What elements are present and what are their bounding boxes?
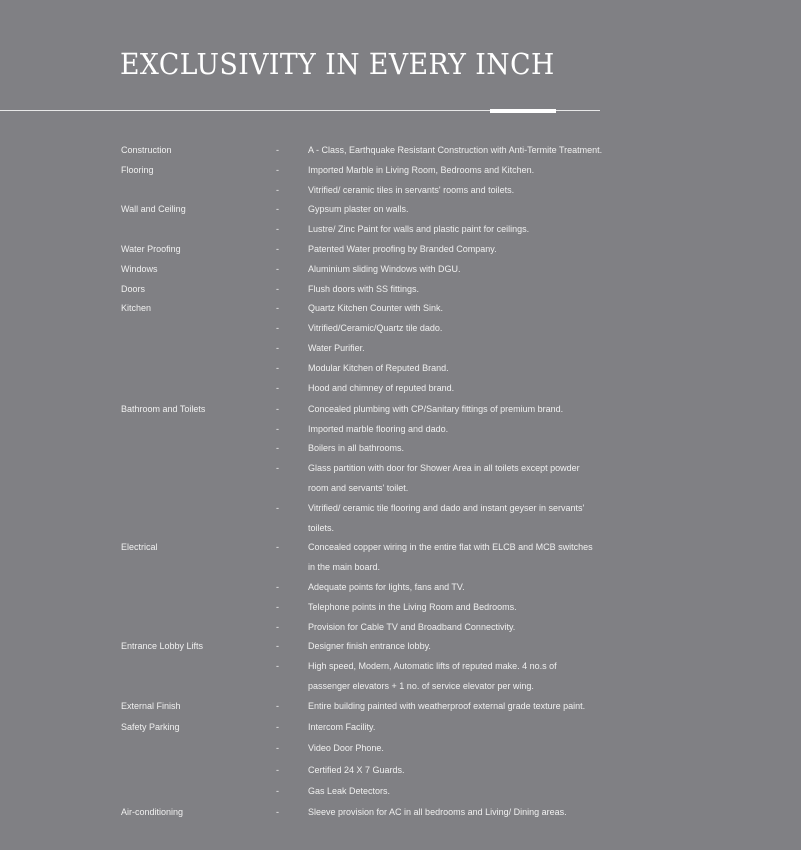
spec-description-line: Imported Marble in Living Room, Bedrooms and Kitchen. (308, 164, 535, 175)
spec-description (308, 578, 638, 598)
spec-category-label (121, 739, 276, 759)
spec-row (121, 761, 681, 781)
spec-dash-separator: - (276, 423, 279, 434)
spec-row (121, 400, 681, 420)
spec-description-line: Glass partition with door for Shower Area in all toilets except powder (308, 463, 580, 474)
spec-description-line: Sleeve provision for AC in all bedrooms and Living/ Dining areas. (308, 807, 567, 818)
spec-row (121, 379, 681, 399)
spec-description-line: Entire building painted with weatherproof external grade texture paint. (308, 700, 586, 711)
spec-description (308, 400, 638, 420)
spec-dash-separator: - (276, 601, 279, 612)
spec-category-label (121, 761, 276, 781)
spec-dash-separator: - (276, 443, 279, 454)
spec-description (308, 618, 638, 638)
spec-description (308, 359, 638, 379)
spec-description (308, 637, 638, 657)
spec-dash-separator: - (276, 283, 279, 294)
spec-category-label: Water Proofing (121, 243, 181, 254)
spec-row (121, 718, 681, 738)
spec-dash-separator: - (276, 403, 279, 414)
spec-category-label (121, 499, 276, 539)
spec-dash-separator: - (276, 542, 279, 553)
page-title: EXCLUSIVITY IN EVERY INCH (120, 47, 555, 81)
spec-row (121, 803, 681, 823)
spec-dash-separator: - (276, 164, 279, 175)
spec-dash-separator: - (276, 743, 279, 754)
spec-category-label (121, 379, 276, 399)
spec-row (121, 782, 681, 802)
spec-category-label (121, 319, 276, 339)
spec-category-label: Construction (121, 145, 172, 155)
spec-dash-separator: - (276, 303, 279, 314)
spec-row (121, 339, 681, 359)
spec-category-label: External Finish (121, 700, 181, 711)
spec-category-label: Bathroom and Toilets (121, 403, 206, 414)
spec-row (121, 598, 681, 618)
spec-description-line: Video Door Phone. (308, 743, 384, 754)
spec-dash-separator: - (276, 700, 279, 711)
spec-description-line: Designer finish entrance lobby. (308, 641, 431, 652)
spec-dash-separator: - (276, 722, 279, 733)
spec-row (121, 299, 681, 319)
spec-category-label (121, 420, 276, 440)
spec-dash-separator: - (276, 263, 279, 274)
spec-description-line: Telephone points in the Living Room and Bedrooms. (308, 601, 517, 612)
spec-description-line: Water Purifier. (308, 342, 365, 353)
spec-description-line: Intercom Facility. (308, 722, 376, 733)
spec-row (121, 359, 681, 379)
spec-description (308, 181, 638, 201)
spec-row (121, 697, 681, 717)
spec-category-label: Electrical (121, 542, 158, 553)
spec-description-line: Vitrified/ ceramic tiles in servants' rooms and toilets. (308, 184, 515, 195)
spec-category-label (121, 181, 276, 201)
spec-category-label: Entrance Lobby Lifts (121, 641, 204, 652)
spec-category-label: Air-conditioning (121, 807, 184, 818)
spec-description (308, 782, 638, 802)
spec-description (308, 761, 638, 781)
spec-description-line: Certified 24 X 7 Guards. (308, 764, 405, 775)
spec-category-label: Kitchen (121, 303, 152, 314)
spec-row (121, 439, 681, 459)
spec-description (308, 718, 638, 738)
spec-description (308, 439, 638, 459)
spec-description (308, 739, 638, 759)
spec-dash-separator: - (276, 184, 279, 195)
spec-dash-separator: - (276, 807, 279, 818)
spec-description-continuation: toilets. (308, 522, 335, 533)
spec-row (121, 637, 681, 657)
spec-category-label (121, 618, 276, 638)
spec-category-label (121, 578, 276, 598)
spec-description-line: Imported marble flooring and dado. (308, 423, 449, 434)
spec-category-label (121, 359, 276, 379)
spec-dash-separator: - (276, 463, 279, 474)
spec-row (121, 200, 681, 220)
spec-row (121, 181, 681, 201)
spec-description (308, 141, 638, 161)
spec-description (308, 697, 638, 717)
spec-category-label (121, 220, 276, 240)
spec-row (121, 538, 681, 578)
spec-description (308, 459, 638, 499)
spec-description (308, 598, 638, 618)
spec-description (308, 220, 638, 240)
spec-dash-separator: - (276, 224, 279, 235)
spec-description-line: Hood and chimney of reputed brand. (308, 382, 455, 393)
spec-row (121, 459, 681, 499)
spec-description-line: Flush doors with SS fittings. (308, 283, 420, 294)
spec-dash-separator: - (276, 582, 279, 593)
spec-description-line: Concealed plumbing with CP/Sanitary fittings of premium brand. (308, 403, 564, 414)
spec-category-label: Wall and Ceiling (121, 204, 186, 215)
spec-category-label (121, 439, 276, 459)
spec-row (121, 618, 681, 638)
spec-description (308, 538, 638, 578)
spec-description (308, 379, 638, 399)
specifications-list (121, 141, 681, 823)
spec-row (121, 499, 681, 539)
spec-description (308, 260, 638, 280)
spec-category-label (121, 598, 276, 618)
spec-dash-separator: - (276, 382, 279, 393)
spec-description (308, 319, 638, 339)
spec-description-line: Vitrified/ ceramic tile flooring and dado and instant geyser in servants' (308, 502, 585, 513)
spec-category-label: Doors (121, 283, 146, 294)
spec-description-line: Gypsum plaster on walls. (308, 204, 409, 215)
spec-dash-separator: - (276, 641, 279, 652)
spec-row (121, 240, 681, 260)
spec-row (121, 161, 681, 181)
spec-description (308, 420, 638, 440)
spec-row (121, 141, 681, 161)
spec-category-label (121, 459, 276, 499)
spec-dash-separator: - (276, 786, 279, 796)
spec-dash-separator: - (276, 621, 279, 632)
spec-row (121, 280, 681, 300)
spec-description-line: Aluminium sliding Windows with DGU. (308, 263, 461, 274)
spec-description (308, 657, 638, 697)
spec-description-line: High speed, Modern, Automatic lifts of reputed make. 4 no.s of (308, 661, 557, 672)
spec-description (308, 339, 638, 359)
spec-row (121, 319, 681, 339)
spec-description (308, 200, 638, 220)
spec-dash-separator: - (276, 502, 279, 513)
spec-row (121, 657, 681, 697)
spec-dash-separator: - (276, 145, 279, 155)
spec-description-line: Quartz Kitchen Counter with Sink. (308, 303, 444, 314)
spec-description-line: Provision for Cable TV and Broadband Connectivity. (308, 621, 516, 632)
spec-category-label: Safety Parking (121, 722, 180, 733)
spec-row (121, 420, 681, 440)
spec-dash-separator: - (276, 323, 279, 334)
spec-description (308, 240, 638, 260)
spec-category-label (121, 339, 276, 359)
spec-dash-separator: - (276, 362, 279, 373)
spec-description-line: A - Class, Earthquake Resistant Construction with Anti-Termite Treatment. (308, 145, 603, 155)
spec-description-continuation: in the main board. (308, 562, 381, 573)
spec-row (121, 220, 681, 240)
spec-description (308, 803, 638, 823)
spec-row (121, 739, 681, 759)
spec-dash-separator: - (276, 661, 279, 672)
spec-description-line: Vitrified/Ceramic/Quartz tile dado. (308, 323, 443, 334)
spec-row (121, 260, 681, 280)
spec-description (308, 499, 638, 539)
spec-description-line: Adequate points for lights, fans and TV. (308, 582, 465, 593)
spec-dash-separator: - (276, 204, 279, 215)
spec-description-line: Lustre/ Zinc Paint for walls and plastic paint for ceilings. (308, 224, 530, 235)
spec-description (308, 280, 638, 300)
spec-description-line: Concealed copper wiring in the entire flat with ELCB and MCB switches (308, 542, 593, 553)
spec-description (308, 161, 638, 181)
spec-category-label: Windows (121, 263, 158, 274)
spec-category-label (121, 782, 276, 802)
spec-category-label (121, 657, 276, 697)
spec-row (121, 578, 681, 598)
spec-description-line: Gas Leak Detectors. (308, 786, 391, 796)
spec-description-line: Patented Water proofing by Branded Company. (308, 243, 497, 254)
spec-dash-separator: - (276, 243, 279, 254)
spec-description-continuation: passenger elevators + 1 no. of service elevator per wing. (308, 681, 534, 692)
spec-description (308, 299, 638, 319)
spec-description-line: Boilers in all bathrooms. (308, 443, 405, 454)
spec-dash-separator: - (276, 764, 279, 775)
spec-category-label: Flooring (121, 164, 154, 175)
title-accent-bar (490, 109, 556, 113)
spec-description-continuation: room and servants' toilet. (308, 483, 409, 494)
spec-dash-separator: - (276, 342, 279, 353)
spec-description-line: Modular Kitchen of Reputed Brand. (308, 362, 449, 373)
